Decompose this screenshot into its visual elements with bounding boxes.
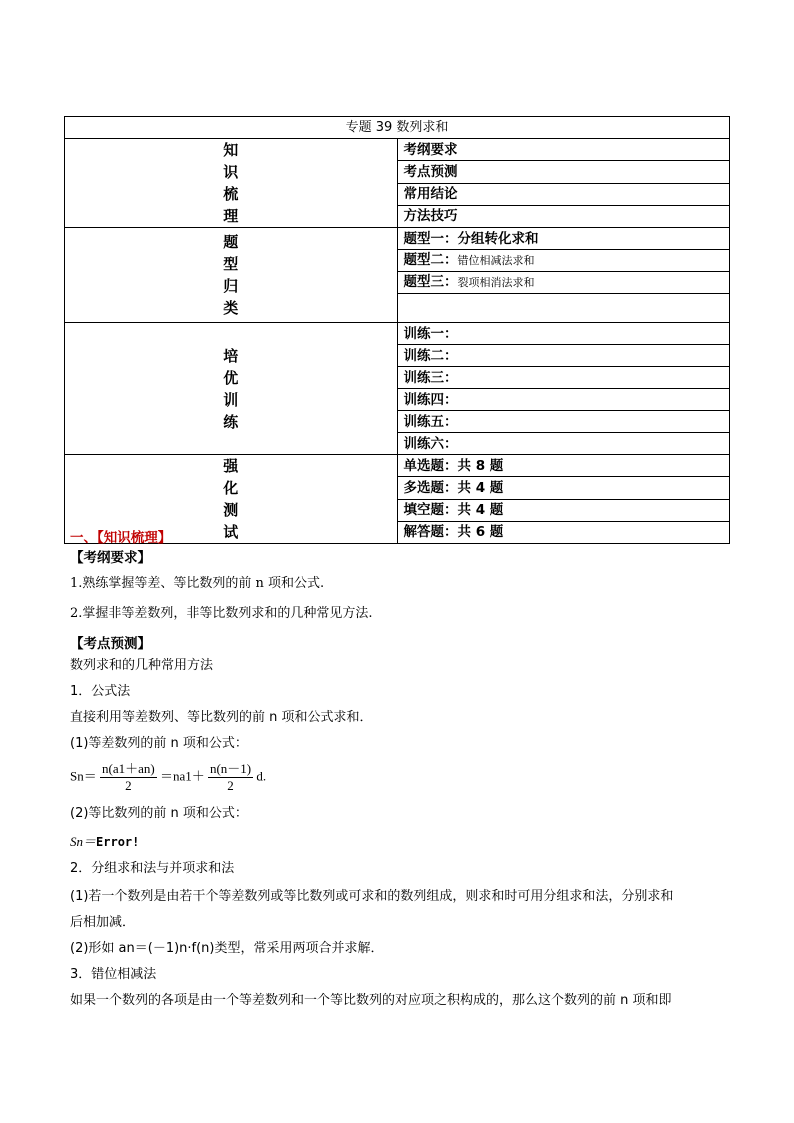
outline-row [65, 228, 730, 250]
method-1-a: (1)等差数列的前 n 项和公式： [70, 736, 248, 751]
fraction-denominator: 2 [227, 778, 234, 793]
outline-item[interactable]: 多选题：共 4 题 [397, 477, 730, 499]
outline-item-label: 题型一：分组转化求和 [403, 230, 539, 247]
outline-item[interactable]: 训练一： [397, 323, 730, 345]
method-1-title: 1．公式法 [70, 684, 131, 699]
formula-middle: ＝na1＋ [159, 768, 205, 784]
outline-item-label: 题型二： [403, 252, 458, 268]
outline-title: 专题 39 数列求和 [65, 117, 730, 139]
outline-item-label: 题型三： [403, 274, 458, 290]
side-char: 优 [223, 368, 239, 387]
side-char: 测 [223, 501, 239, 519]
outline-item[interactable]: 训练二： [397, 345, 730, 367]
subsection-heading-requirements: 【考纲要求】 [70, 550, 151, 566]
document-body [70, 529, 730, 1012]
side-char: 强 [223, 457, 239, 475]
intro-text: 数列求和的几种常用方法 [70, 658, 214, 673]
method-2-a-line2: 后相加减． [70, 915, 136, 930]
method-2-b: (2)形如 an＝(－1)n·f(n)类型，常采用两项合并求解． [70, 941, 384, 956]
outline-item[interactable] [397, 228, 730, 250]
side-char: 理 [223, 207, 239, 225]
side-char: 知 [223, 141, 239, 159]
outline-title-row [65, 117, 730, 139]
method-3-title: 3．错位相减法 [70, 967, 157, 982]
subsection-heading-predictions: 【考点预测】 [70, 636, 151, 652]
requirement-1: 1.熟练掌握等差、等比数列的前 n 项和公式. [70, 576, 325, 591]
side-char: 练 [223, 412, 239, 431]
outline-item-empty [397, 294, 730, 323]
outline-row [65, 455, 730, 477]
outline-item[interactable]: 考纲要求 [397, 139, 730, 161]
outline-row [65, 323, 730, 345]
formula-tail: d. [256, 768, 267, 784]
side-char: 题 [223, 233, 239, 251]
fraction-numerator: n(n－1) [209, 761, 252, 776]
side-char: 培 [223, 346, 239, 365]
outline-item[interactable]: 单选题：共 8 题 [397, 455, 730, 477]
sn-lhs: Sn＝ [70, 834, 97, 849]
outline-item-detail: 裂项相消法求和 [457, 276, 535, 289]
section-heading: 一、【知识梳理】 [70, 530, 172, 546]
error-text: Error! [96, 835, 140, 849]
side-char: 梳 [223, 185, 239, 203]
section-side-label [65, 228, 398, 323]
side-char: 试 [223, 523, 239, 541]
method-1-b: (2)等比数列的前 n 项和公式： [70, 806, 248, 821]
side-char: 识 [223, 163, 239, 181]
outline-item[interactable]: 填空题：共 4 题 [397, 499, 730, 521]
formula-lhs: Sn＝ [70, 768, 97, 784]
side-char: 训 [223, 390, 239, 409]
outline-row [65, 139, 730, 161]
outline-item[interactable] [397, 272, 730, 294]
geometric-sum-line [70, 831, 730, 854]
section-side-label [65, 139, 398, 228]
method-2-a-line1: (1)若一个数列是由若干个等差数列或等比数列或可求和的数列组成，则求和时可用分组求和法，分别求和 [70, 889, 674, 904]
outline-item[interactable]: 解答题：共 6 题 [397, 521, 730, 543]
formula-fraction-1 [100, 761, 157, 794]
fraction-numerator: n(a1＋an) [101, 761, 155, 776]
outline-item[interactable]: 方法技巧 [397, 205, 730, 227]
side-char: 类 [223, 299, 239, 317]
requirement-2: 2.掌握非等差数列，非等比数列求和的几种常见方法. [70, 606, 373, 621]
outline-item-detail: 错位相减法求和 [457, 254, 535, 267]
section-side-label [65, 323, 398, 455]
fraction-denominator: 2 [125, 778, 132, 793]
outline-item[interactable]: 常用结论 [397, 183, 730, 205]
formula-fraction-2 [208, 761, 253, 794]
arithmetic-sum-formula [70, 761, 730, 803]
outline-item[interactable] [397, 250, 730, 272]
outline-item[interactable]: 训练三： [397, 367, 730, 389]
method-1-text: 直接利用等差数列、等比数列的前 n 项和公式求和． [70, 710, 373, 725]
method-3-text: 如果一个数列的各项是由一个等差数列和一个等比数列的对应项之积构成的，那么这个数列的前 n 项和即 [70, 993, 672, 1008]
side-char: 归 [223, 277, 239, 295]
outline-table [64, 116, 730, 544]
side-char: 化 [223, 479, 239, 497]
outline-item[interactable]: 考点预测 [397, 161, 730, 183]
outline-item[interactable]: 训练五： [397, 411, 730, 433]
outline-item[interactable]: 训练六： [397, 433, 730, 455]
method-2-title: 2．分组求和法与并项求和法 [70, 861, 235, 876]
side-char: 型 [223, 255, 239, 273]
outline-item[interactable]: 训练四： [397, 389, 730, 411]
